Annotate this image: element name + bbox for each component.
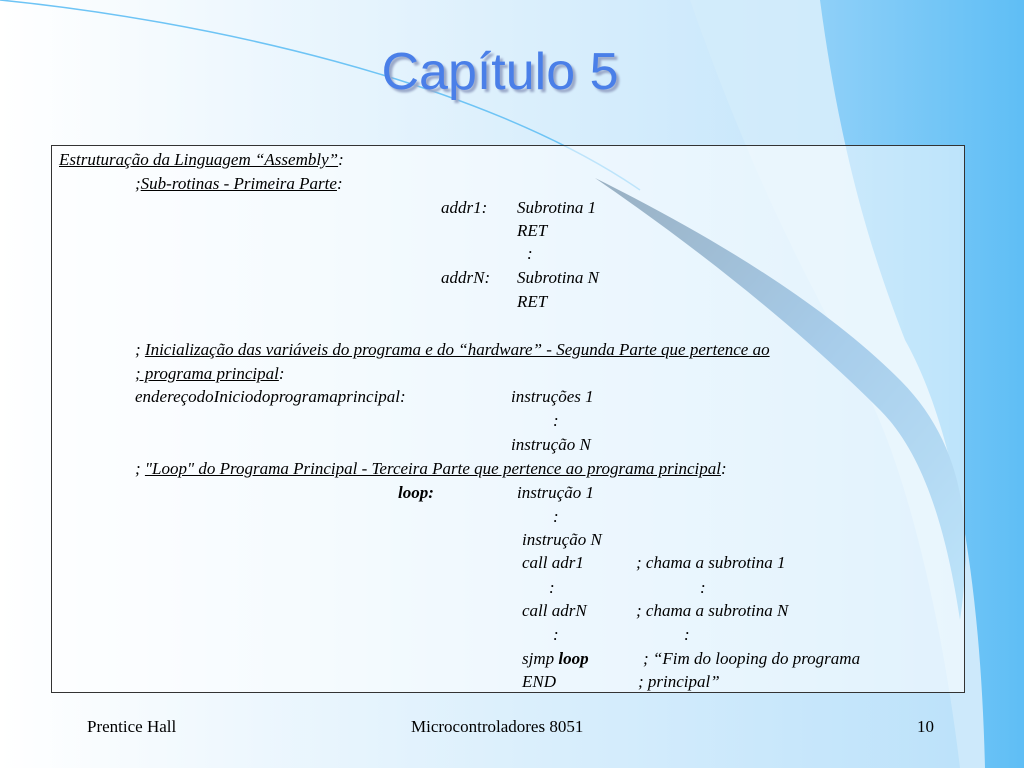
heading-text: Estruturação da Linguagem “Assembly” (59, 150, 339, 169)
dots1: : (527, 244, 533, 263)
footer-page-number: 10 (917, 717, 934, 736)
subrotinaN: Subrotina N (517, 268, 600, 287)
init-label2: ; programa principal (135, 364, 279, 383)
call-adrN: call adrN (522, 601, 587, 620)
comment-callN: ; chama a subrotina N (636, 601, 789, 620)
loop-colon: : (720, 459, 727, 478)
addrN-label: addrN: (441, 268, 491, 287)
heading (59, 150, 344, 170)
footer-publisher: Prentice Hall (87, 717, 177, 736)
instrucoes1: instruções 1 (511, 387, 594, 406)
loop-instrucaoN: instrução N (522, 530, 602, 549)
comment-call1: ; chama a subrotina 1 (636, 553, 786, 572)
slide-title: Capítulo 5 (381, 43, 619, 101)
subrotina1: Subrotina 1 (517, 198, 597, 217)
init-colon: : (278, 364, 285, 383)
dots4a: : (549, 578, 555, 597)
endereco-label: endereçodoIniciodoprogramaprincipal: (135, 387, 406, 406)
sub-colon: : (336, 174, 343, 193)
call-adr1: call adr1 (522, 553, 584, 572)
dots2: : (553, 411, 559, 430)
sjmp-line (522, 649, 589, 669)
loop-tag: loop: (398, 483, 434, 502)
dots3: : (553, 507, 559, 526)
loop-instrucao1: instrução 1 (517, 483, 594, 502)
end-directive: END (522, 672, 556, 691)
loop-label-text: "Loop" do Programa Principal - Terceira Parte que pertence ao programa principal (144, 459, 721, 478)
loop-prefix: ; (135, 459, 141, 478)
addr1-label: addr1: (441, 198, 488, 217)
content-box (51, 145, 965, 693)
sjmp-target: loop (558, 649, 589, 668)
sub-label: Sub-rotinas - Primeira Parte (140, 174, 337, 193)
ret1: RET (517, 221, 548, 240)
footer-course: Microcontroladores 8051 (411, 717, 584, 736)
dots5b: : (684, 625, 690, 644)
init-label-line2 (135, 364, 285, 384)
sub-prefix: ; (135, 174, 141, 193)
comment-end2: ; principal” (638, 672, 720, 691)
heading-colon: : (338, 150, 344, 169)
subrotinas-label (135, 174, 343, 194)
init-prefix: ; (135, 340, 141, 359)
ret2: RET (517, 292, 548, 311)
init-label-line1 (135, 340, 770, 360)
dots5a: : (553, 625, 559, 644)
instrucaoN: instrução N (511, 435, 591, 454)
loop-label (135, 459, 727, 479)
comment-end1: ; “Fim do looping do programa (643, 649, 861, 668)
sjmp: sjmp (522, 649, 555, 668)
init-label1: Inicialização das variáveis do programa e do “hardware” - Segunda Parte que pertence ao (144, 340, 770, 359)
dots4b: : (700, 578, 706, 597)
